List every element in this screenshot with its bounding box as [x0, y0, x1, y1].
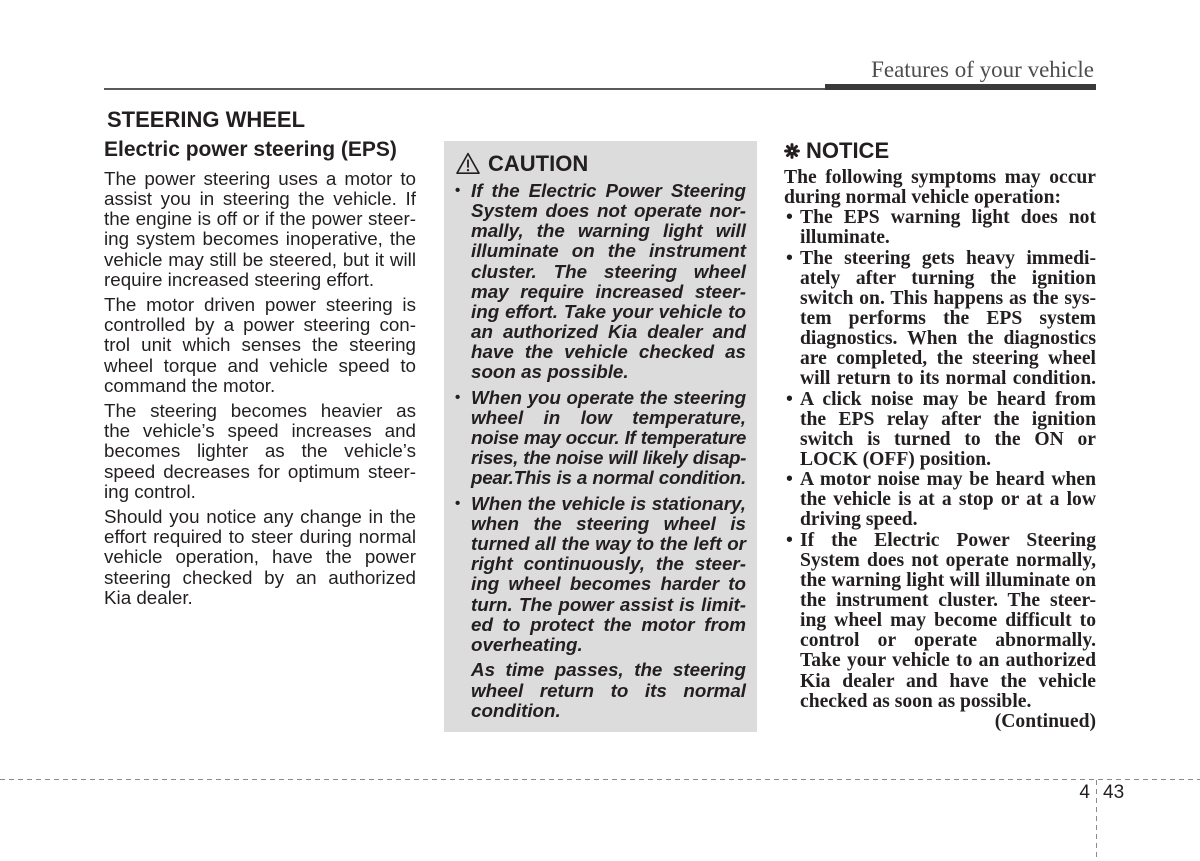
text-line: System does not operate nor-: [471, 200, 746, 222]
text-line: effort required to steer during normal: [104, 526, 416, 548]
text-line: wheel return to its normal: [471, 679, 746, 701]
section-header: Features of your vehicle: [871, 57, 1094, 82]
text-line: illuminate.: [800, 227, 890, 249]
text-line: tem performs the EPS system: [800, 307, 1096, 329]
text-line: Take your vehicle to an authorized: [800, 650, 1096, 672]
text-line: checked as soon as possible.: [800, 690, 1032, 712]
text-line: the EPS relay after the ignition: [800, 408, 1096, 430]
text-line: cluster. The steering wheel: [471, 260, 746, 282]
text-line: ing effort. Take your vehicle to: [471, 300, 746, 322]
text-line: trol unit which senses the steering: [104, 334, 416, 356]
body-column: [104, 169, 416, 608]
text-line: are completed, the steering wheel: [800, 348, 1096, 370]
notice-bullet: [800, 390, 1096, 471]
chapter-number: 4: [1079, 782, 1090, 803]
text-line: LOCK (OFF) position.: [800, 448, 992, 470]
text-line: • When you operate the steering: [471, 386, 746, 408]
text-line: an authorized Kia dealer and: [471, 320, 746, 342]
text-line: driving speed.: [800, 509, 918, 531]
caution-bullet: [471, 181, 746, 382]
text-line: • A click noise may be heard from: [800, 388, 1096, 410]
notice-bullet: [800, 531, 1096, 712]
text-line: soon as possible.: [471, 361, 629, 383]
text-line: rises, the noise will likely disap-: [471, 447, 746, 469]
text-line: Kia dealer and have the vehicle: [800, 670, 1096, 692]
text-line: when the steering wheel is: [471, 513, 746, 535]
text-line: require increased steering effort.: [104, 268, 375, 290]
page-number: 43: [1103, 782, 1125, 803]
text-line: vehicle operation, have the power: [104, 546, 416, 568]
notice-intro: [784, 168, 1096, 208]
text-line: ing wheel becomes harder to: [471, 573, 746, 595]
text-line: ing system becomes inoperative, the: [104, 228, 416, 250]
text-line: wheel in low temperature,: [471, 406, 746, 428]
text-line: • If the Electric Power Steering: [471, 180, 746, 201]
text-line: control or operate abnormally.: [800, 630, 1096, 652]
footer-divider: [0, 779, 1200, 780]
text-line: As time passes, the steering: [471, 659, 746, 681]
text-line: • A motor noise may be heard when: [800, 469, 1096, 491]
text-line: controlled by a power steering con-: [104, 314, 416, 336]
caution-box: [444, 141, 757, 732]
caution-list: [471, 181, 746, 721]
body-paragraph: [104, 507, 416, 608]
text-line: The power steering uses a motor to: [104, 168, 416, 189]
text-line: vehicle may still be steered, but it will: [104, 248, 416, 270]
header-rule-accent: [825, 84, 1096, 90]
text-line: illuminate on the instrument: [471, 240, 746, 262]
text-line: Should you notice any change in the: [104, 506, 416, 528]
caution-bullet: [471, 494, 746, 655]
warning-triangle-icon: [456, 152, 480, 175]
text-line: during normal vehicle operation:: [784, 187, 1062, 209]
page-title: STEERING WHEEL: [107, 107, 306, 132]
text-line: the warning light will illuminate on: [800, 569, 1096, 591]
notice-body: [784, 168, 1096, 732]
body-paragraph: [104, 295, 416, 396]
page-number-divider: [1096, 780, 1097, 861]
body-paragraph: [104, 401, 416, 502]
caution-bullet: [471, 388, 746, 489]
text-line: The steering becomes heavier as: [104, 400, 416, 422]
text-line: assist you in steering the vehicle. If: [104, 188, 416, 210]
text-line: command the motor.: [104, 374, 276, 396]
text-line: wheel torque and vehicle speed to: [104, 354, 416, 376]
text-line: diagnostics. When the diagnostics: [800, 328, 1096, 350]
body-paragraph: [104, 169, 416, 290]
text-line: System does not operate normally,: [800, 549, 1096, 571]
text-line: condition.: [471, 699, 561, 721]
text-line: ed to protect the motor from: [471, 613, 746, 635]
text-line: right continuously, the steer-: [471, 553, 746, 575]
text-line: • The steering gets heavy immedi-: [800, 247, 1096, 269]
continued-label: (Continued): [994, 710, 1096, 732]
text-line: ing wheel may become difficult to: [800, 610, 1096, 632]
text-line: turn. The power assist is limit-: [471, 593, 746, 615]
section-heading: Electric power steering (EPS): [104, 138, 397, 161]
caution-heading: CAUTION: [488, 151, 589, 176]
asterisk-icon: [784, 143, 800, 159]
text-line: • The EPS warning light does not: [800, 207, 1096, 229]
text-line: mally, the warning light will: [471, 220, 746, 242]
text-line: overheating.: [471, 633, 583, 655]
text-line: becomes lighter as the vehicle’s: [104, 440, 416, 462]
text-line: the vehicle is at a stop or at a low: [800, 489, 1096, 511]
text-line: The motor driven power steering is: [104, 294, 416, 316]
text-line: the vehicle’s speed increases and: [104, 420, 416, 442]
notice-bullet: [800, 470, 1096, 530]
text-line: The following symptoms may occur: [784, 167, 1096, 188]
text-line: • When the vehicle is stationary,: [471, 492, 746, 514]
notice-bullet: [800, 208, 1096, 248]
notice-heading: NOTICE: [806, 138, 890, 163]
text-line: ing control.: [104, 480, 196, 502]
text-line: have the vehicle checked as: [471, 341, 746, 363]
text-line: switch on. This happens as the sys-: [800, 287, 1096, 309]
text-line: speed decreases for optimum steer-: [104, 460, 416, 482]
text-line: may require increased steer-: [471, 280, 746, 302]
text-line: noise may occur. If temperature: [471, 427, 746, 449]
text-line: ately after turning the ignition: [800, 267, 1096, 289]
text-line: • If the Electric Power Steering: [800, 529, 1096, 551]
text-line: steering checked by an authorized: [104, 566, 416, 588]
text-line: Kia dealer.: [104, 586, 193, 608]
notice-bullet: [800, 249, 1096, 390]
text-line: switch is turned to the ON or: [800, 428, 1096, 450]
caution-note: [471, 660, 746, 720]
text-line: will return to its normal condition.: [800, 368, 1096, 390]
text-line: the instrument cluster. The steer-: [800, 589, 1096, 611]
text-line: turned all the way to the left or: [471, 533, 746, 555]
text-line: pear.This is a normal condition.: [471, 467, 746, 489]
text-line: the engine is off or if the power steer-: [104, 208, 416, 230]
